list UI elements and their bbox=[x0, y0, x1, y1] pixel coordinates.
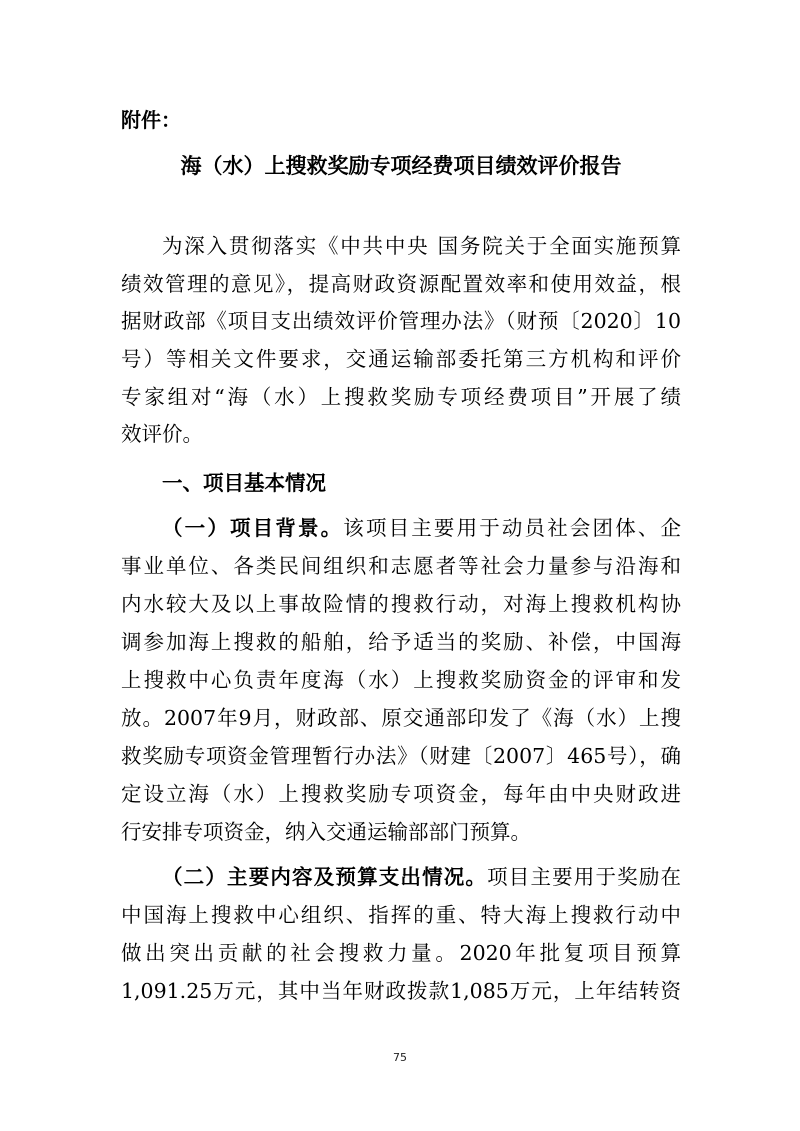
paragraph-text: 项目主要用于奖励在 bbox=[487, 865, 682, 889]
intro-line: 据财政部《项目支出绩效评价管理办法》（财预〔2020〕10 bbox=[121, 309, 681, 333]
report-title: 海（水）上搜救奖励专项经费项目绩效评价报告 bbox=[180, 154, 622, 178]
paragraph-line: 事业单位、各类民间组织和志愿者等社会力量参与沿海和 bbox=[121, 554, 681, 578]
paragraph-line: 1,091.25万元，其中当年财政拨款1,085万元，上年结转资 bbox=[121, 979, 681, 1003]
paragraph-line bbox=[121, 862, 681, 892]
paragraph-line bbox=[121, 513, 681, 543]
paragraph-line: 中国海上搜救中心组织、指挥的重、特大海上搜救行动中 bbox=[121, 903, 681, 927]
subsection-lead: （一）项目背景。 bbox=[162, 516, 344, 540]
paragraph-line: 放。2007年9月，财政部、原交通部印发了《海（水）上搜 bbox=[121, 706, 681, 730]
paragraph-text: 该项目主要用于动员社会团体、企 bbox=[343, 516, 682, 540]
paragraph-line: 上搜救中心负责年度海（水）上搜救奖励资金的评审和发 bbox=[121, 668, 681, 692]
intro-line: 号）等相关文件要求，交通运输部委托第三方机构和评价 bbox=[121, 347, 681, 371]
page-number: 75 bbox=[393, 1051, 407, 1064]
intro-line: 专家组对“海（水）上搜救奖励专项经费项目”开展了绩 bbox=[121, 385, 681, 409]
paragraph-line: 做出突出贡献的社会搜救力量。2020年批复项目预算 bbox=[121, 941, 681, 965]
paragraph-line: 救奖励专项资金管理暂行办法》（财建〔2007〕465号），确 bbox=[121, 744, 681, 768]
paragraph-line: 调参加海上搜救的船舶，给予适当的奖励、补偿，中国海 bbox=[121, 630, 681, 654]
subsection-lead: （二）主要内容及预算支出情况。 bbox=[162, 865, 488, 889]
intro-line: 绩效管理的意见》，提高财政资源配置效率和使用效益，根 bbox=[121, 272, 681, 296]
intro-line: 效评价。 bbox=[121, 422, 203, 446]
paragraph-line: 内水较大及以上事故险情的搜救行动，对海上搜救机构协 bbox=[121, 592, 681, 616]
section-heading: 一、项目基本情况 bbox=[162, 471, 326, 495]
paragraph-line: 行安排专项资金，纳入交通运输部部门预算。 bbox=[121, 820, 531, 844]
paragraph-line: 定设立海（水）上搜救奖励专项资金，每年由中央财政进 bbox=[121, 782, 681, 806]
attachment-label: 附件： bbox=[121, 108, 181, 132]
intro-line: 为深入贯彻落实《中共中央 国务院关于全面实施预算 bbox=[162, 234, 681, 258]
